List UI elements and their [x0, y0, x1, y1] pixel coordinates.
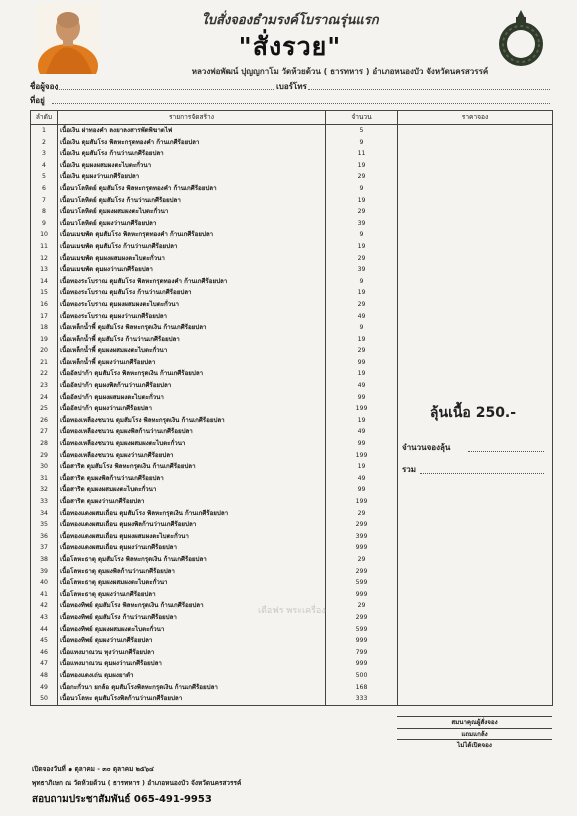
row-qty: 999 [326, 658, 398, 670]
row-qty: 19 [326, 160, 398, 172]
row-index: 41 [31, 589, 58, 601]
row-item: เนื้อแทงมาณวน ดุมผงว่านเกศีร้อยปลา [58, 658, 326, 670]
row-price-cell [398, 183, 553, 195]
row-index: 19 [31, 334, 58, 346]
row-qty: 9 [326, 322, 398, 334]
table-row [31, 345, 553, 357]
row-index: 15 [31, 287, 58, 299]
table-row [31, 589, 553, 601]
table-row [31, 357, 553, 369]
row-qty: 299 [326, 612, 398, 624]
table-row [31, 426, 553, 438]
row-price-cell [398, 600, 553, 612]
row-price-cell [398, 635, 553, 647]
row-item: เนื้ออัลปาก้า ดุมผงผสมผงตะไบตะกั่วนา [58, 392, 326, 404]
row-index: 35 [31, 519, 58, 531]
watermark: เดือฟร พระเครื่อง [258, 606, 326, 616]
row-item: เนื้อเงิน ดุมผงผสมผงตะไบตะกั่วนา [58, 160, 326, 172]
col-header-index: ลำดับ [31, 111, 58, 125]
row-qty: 19 [326, 461, 398, 473]
row-qty: 9 [326, 137, 398, 149]
row-item: เนื้อโลหะธาตุ ดุมผงว่านเกศีร้อยปลา [58, 589, 326, 601]
row-index: 20 [31, 345, 58, 357]
row-qty: 599 [326, 624, 398, 636]
row-qty: 49 [326, 426, 398, 438]
table-row [31, 229, 553, 241]
row-index: 36 [31, 531, 58, 543]
row-price-cell [398, 554, 553, 566]
table-row [31, 148, 553, 160]
row-item: เนื้อทองแดงผสมเถื่อน ดุมสัมโรง พิลหะกรุดเงิน ก้านเกศีร้อยปลา [58, 508, 326, 520]
row-qty: 39 [326, 264, 398, 276]
temple-subtitle: หลวงพ่อพัฒน์ ปุญญกาโม วัดห้วยด้วน ( ธารทหาร ) อำเภอหนองบัว จังหวัดนครสวรรค์ [191, 67, 489, 76]
row-qty: 299 [326, 519, 398, 531]
table-row [31, 195, 553, 207]
row-index: 49 [31, 682, 58, 694]
form-header [0, 0, 577, 105]
table-row [31, 171, 553, 183]
table-row [31, 682, 553, 694]
table-row [31, 624, 553, 636]
row-item: เนื้อเหล็กน้ำพี้ ดุมสัมโรง ก้านว่านเกศีร้อยปลา [58, 334, 326, 346]
row-qty: 9 [326, 183, 398, 195]
row-item: เนื้อนวโลหิตย์ ดุมสัมโรง พิลหะกรุดทองคำ ก้านเกศีร้อยปลา [58, 183, 326, 195]
table-row [31, 519, 553, 531]
table-row [31, 566, 553, 578]
row-price-cell [398, 368, 553, 380]
row-index: 18 [31, 322, 58, 334]
row-price-cell [398, 566, 553, 578]
row-price-cell [398, 253, 553, 265]
row-price-cell [398, 496, 553, 508]
phone-label: เบอร์โทร [276, 82, 307, 91]
row-price-cell [398, 264, 553, 276]
row-item: เนื้อเหล็กน้ำพี้ ดุมผงว่านเกศีร้อยปลา [58, 357, 326, 369]
row-price-cell [398, 357, 553, 369]
row-item: เนื้อนวโลหะ ดุมสัมโรงพิลก้านว่านเกศีร้อยปลา [58, 693, 326, 705]
form-title: ใบสั่งจองธำมรงค์โบราณรุ่นแรก [201, 13, 379, 28]
ring-emblem-icon [490, 8, 552, 70]
row-price-cell [398, 380, 553, 392]
row-qty: 29 [326, 206, 398, 218]
row-index: 14 [31, 276, 58, 288]
table-row [31, 670, 553, 682]
row-index: 42 [31, 600, 58, 612]
phone-field[interactable] [308, 89, 550, 90]
row-index: 3 [31, 148, 58, 160]
row-price-cell [398, 137, 553, 149]
row-index: 9 [31, 218, 58, 230]
row-item: เนื้อนเมฆพัด ดุมสัมโรง พิลหะกรุดทองคำ ก้านเกศีร้อยปลา [58, 229, 326, 241]
row-price-cell [398, 647, 553, 659]
row-qty: 5 [326, 125, 398, 137]
row-item: เนื้อทองแดงผสมเถื่อน ดุมผงผสมผงตะไบตะกั่วนา [58, 531, 326, 543]
monk-portrait [36, 4, 100, 74]
row-price-cell [398, 311, 553, 323]
row-price-cell [398, 612, 553, 624]
table-row [31, 334, 553, 346]
row-index: 1 [31, 125, 58, 137]
row-item: เนื้อสาริด ดุมผงพิลก้านว่านเกศีร้อยปลา [58, 473, 326, 485]
table-row [31, 554, 553, 566]
table-row [31, 531, 553, 543]
row-index: 22 [31, 368, 58, 380]
orderer-name-label: ชื่อผู้จอง [30, 82, 59, 91]
row-price-cell [398, 693, 553, 705]
row-item: เนื้อนเมฆพัด ดุมผงผสมผงตะไบตะกั่วนา [58, 253, 326, 265]
row-index: 33 [31, 496, 58, 508]
row-qty: 333 [326, 693, 398, 705]
table-row [31, 206, 553, 218]
row-price-cell [398, 426, 553, 438]
table-row [31, 311, 553, 323]
row-qty: 399 [326, 531, 398, 543]
table-row [31, 496, 553, 508]
row-qty: 19 [326, 287, 398, 299]
table-row [31, 542, 553, 554]
row-qty: 9 [326, 229, 398, 241]
row-price-cell [398, 670, 553, 682]
address-label: ที่อยู่ [30, 96, 45, 105]
table-row [31, 160, 553, 172]
table-row [31, 658, 553, 670]
row-item: เนื้อทองแดงเถ่น ดุมผงยาดำ [58, 670, 326, 682]
table-row [31, 183, 553, 195]
row-item: เนื้อนวโลหิตย์ ดุมผงว่านเกศีร้อยปลา [58, 218, 326, 230]
row-qty: 29 [326, 253, 398, 265]
row-qty: 299 [326, 566, 398, 578]
row-qty: 19 [326, 334, 398, 346]
note-cell-bonus: แถมแกล้ง [397, 728, 552, 740]
table-row [31, 264, 553, 276]
row-item: เนื้อกะกั่วนา ยกล้อ ดุมสัมโรงพิลหะกรุดเงิน ก้านเกศีร้อยปลา [58, 682, 326, 694]
row-price-cell [398, 160, 553, 172]
row-item: เนื้อทองเหลืองชนวน ดุมผงว่านเกศีร้อยปลา [58, 450, 326, 462]
row-index: 29 [31, 450, 58, 462]
address-field[interactable] [52, 103, 550, 104]
table-header-row [31, 111, 553, 125]
row-qty: 199 [326, 403, 398, 415]
col-header-item: รายการจัดสร้าง [58, 111, 326, 125]
row-item: เนื้อทองทิพย์ ดุมสัมโรง พิลหะกรุดเงิน ก้านเกศีร้อยปลา [58, 600, 326, 612]
row-qty: 19 [326, 241, 398, 253]
row-qty: 49 [326, 311, 398, 323]
row-item: เนื้อแทงมาณวน ทุงว่านเกศีร้อยปลา [58, 647, 326, 659]
row-qty: 49 [326, 473, 398, 485]
row-index: 32 [31, 484, 58, 496]
row-item: เนื้อทองเหลืองชนวน ดุมผงผสมผงตะไบตะกั่วนา [58, 438, 326, 450]
col-header-price: ราคาจอง [398, 111, 553, 125]
row-item: เนื้อสาริด ดุมผงผสมผงตะไบตะกั่วนา [58, 484, 326, 496]
row-item: เนื้ออัลปาก้า ดุมสัมโรง พิลหะกรุดเงิน ก้านเกศีร้อยปลา [58, 368, 326, 380]
row-price-cell [398, 322, 553, 334]
row-index: 37 [31, 542, 58, 554]
row-price-cell [398, 624, 553, 636]
row-index: 27 [31, 426, 58, 438]
row-item: เนื้อทองแดงผสมเถื่อน ดุมผงว่านเกศีร้อยปลา [58, 542, 326, 554]
row-qty: 199 [326, 450, 398, 462]
row-qty: 168 [326, 682, 398, 694]
row-item: เนื้อทองระโบราณ ดุมผงว่านเกศีร้อยปลา [58, 311, 326, 323]
row-qty: 99 [326, 438, 398, 450]
row-index: 5 [31, 171, 58, 183]
row-item: เนื้อทองระโบราณ ดุมผงผสมผงตะไบตะกั่วนา [58, 299, 326, 311]
row-qty: 199 [326, 496, 398, 508]
row-item: เนื้อนวโลหิตย์ ดุมผงผสมผงตะไบตะกั่วนา [58, 206, 326, 218]
row-index: 25 [31, 403, 58, 415]
row-price-cell [398, 589, 553, 601]
row-qty: 29 [326, 171, 398, 183]
row-qty: 99 [326, 357, 398, 369]
row-index: 8 [31, 206, 58, 218]
row-index: 23 [31, 380, 58, 392]
row-qty: 799 [326, 647, 398, 659]
row-qty: 11 [326, 148, 398, 160]
row-item: เนื้อโลหะธาตุ ดุมผงผสมผงตะไบตะกั่วนา [58, 577, 326, 589]
row-item: เนื้อทองทิพย์ ดุมผงว่านเกศีร้อยปลา [58, 635, 326, 647]
table-row [31, 577, 553, 589]
row-item: เนื้อเงิน ฝาทองคำ ลงยาลงสารพัดพิฆาตไฟ [58, 125, 326, 137]
row-qty: 999 [326, 589, 398, 601]
row-qty: 29 [326, 600, 398, 612]
row-price-cell [398, 241, 553, 253]
row-price-cell [398, 484, 553, 496]
count-row [402, 441, 547, 454]
table-row [31, 368, 553, 380]
row-price-cell [398, 508, 553, 520]
row-index: 34 [31, 508, 58, 520]
count-label: จำนวนจองลุ้น [402, 443, 451, 452]
orderer-name-field[interactable] [56, 89, 274, 90]
row-qty: 999 [326, 542, 398, 554]
row-qty: 500 [326, 670, 398, 682]
table-row [31, 253, 553, 265]
table-row [31, 693, 553, 705]
row-price-cell [398, 519, 553, 531]
row-index: 46 [31, 647, 58, 659]
row-index: 7 [31, 195, 58, 207]
row-price-cell [398, 148, 553, 160]
row-item: เนื้อนวโลหิตย์ ดุมสัมโรง ก้านว่านเกศีร้อยปลา [58, 195, 326, 207]
row-price-cell [398, 195, 553, 207]
table-row [31, 287, 553, 299]
row-price-cell [398, 276, 553, 288]
col-header-qty: จำนวน [326, 111, 398, 125]
note-cell-not-open: ไม่ได้เปิดจอง [397, 739, 552, 751]
row-qty: 29 [326, 508, 398, 520]
row-index: 48 [31, 670, 58, 682]
row-item: เนื้อเงิน ดุมสัมโรง พิลหะกรุดทองคำ ก้านเกศีร้อยปลา [58, 137, 326, 149]
row-index: 6 [31, 183, 58, 195]
row-index: 2 [31, 137, 58, 149]
ring-emblem [490, 8, 552, 70]
row-index: 28 [31, 438, 58, 450]
row-price-cell [398, 287, 553, 299]
row-price-cell [398, 171, 553, 183]
table-row [31, 635, 553, 647]
row-price-cell [398, 658, 553, 670]
row-item: เนื้อทองทิพย์ ดุมสัมโรง ก้านว่านเกศีร้อยปลา [58, 612, 326, 624]
row-item: เนื้ออัลปาก้า ดุมผงว่านเกศีร้อยปลา [58, 403, 326, 415]
row-qty: 99 [326, 484, 398, 496]
row-price-cell [398, 218, 553, 230]
orderer-name-row [30, 80, 550, 92]
row-item: เนื้อนเมฆพัด ดุมสัมโรง ก้านว่านเกศีร้อยปลา [58, 241, 326, 253]
row-item: เนื้อทองเหลืองชนวน ดุมสัมโรง พิลหะกรุดเงิน ก้านเกศีร้อยปลา [58, 415, 326, 427]
row-price-cell [398, 345, 553, 357]
row-index: 26 [31, 415, 58, 427]
note-cell-gift: สมนาคุณผู้สั่งจอง [397, 716, 552, 728]
row-index: 40 [31, 577, 58, 589]
row-index: 45 [31, 635, 58, 647]
row-item: เนื้อสาริด ดุมสัมโรง พิลหะกรุดเงิน ก้านเกศีร้อยปลา [58, 461, 326, 473]
row-qty: 29 [326, 345, 398, 357]
row-index: 10 [31, 229, 58, 241]
address-row [30, 94, 550, 106]
row-qty: 29 [326, 554, 398, 566]
row-price-cell [398, 206, 553, 218]
table-row [31, 508, 553, 520]
row-item: เนื้อเหล็กน้ำพี้ ดุมสัมโรง พิลหะกรุดเงิน ก้านเกศีร้อยปลา [58, 322, 326, 334]
row-item: เนื้อทองระโบราณ ดุมสัมโรง ก้านว่านเกศีร้อยปลา [58, 287, 326, 299]
row-qty: 19 [326, 368, 398, 380]
table-row [31, 380, 553, 392]
table-row [31, 241, 553, 253]
total-label: รวม [402, 465, 417, 474]
total-field[interactable] [420, 473, 544, 474]
row-item: เนื้อทองระโบราณ ดุมสัมโรง พิลหะกรุดทองคำ ก้านเกศีร้อยปลา [58, 276, 326, 288]
row-qty: 99 [326, 392, 398, 404]
table-row [31, 299, 553, 311]
row-price-cell [398, 334, 553, 346]
row-qty: 19 [326, 415, 398, 427]
row-item: เนื้อนเมฆพัด ดุมผงว่านเกศีร้อยปลา [58, 264, 326, 276]
row-item: เนื้อสาริด ดุมผงว่านเกศีร้อยปลา [58, 496, 326, 508]
row-item: เนื้ออัลปาก้า ดุมผงพิลก้านว่านเกศีร้อยปลา [58, 380, 326, 392]
row-index: 4 [31, 160, 58, 172]
row-index: 21 [31, 357, 58, 369]
table-row [31, 125, 553, 137]
row-price-cell [398, 299, 553, 311]
row-index: 13 [31, 264, 58, 276]
row-item: เนื้อทองทิพย์ ดุมผงผสมผงตะไบตะกั่วนา [58, 624, 326, 636]
table-row [31, 137, 553, 149]
row-item: เนื้อเหล็กน้ำพี้ ดุมผงผสมผงตะไบตะกั่วนา [58, 345, 326, 357]
row-price-cell [398, 125, 553, 137]
table-row [31, 218, 553, 230]
price-per-piece: ลุ้นเนื้อ 250.- [429, 405, 517, 421]
row-price-cell [398, 531, 553, 543]
row-index: 39 [31, 566, 58, 578]
row-index: 30 [31, 461, 58, 473]
row-index: 38 [31, 554, 58, 566]
count-field[interactable] [468, 451, 544, 452]
table-row [31, 276, 553, 288]
row-qty: 19 [326, 195, 398, 207]
row-qty: 49 [326, 380, 398, 392]
row-qty: 999 [326, 635, 398, 647]
row-index: 11 [31, 241, 58, 253]
row-qty: 9 [326, 276, 398, 288]
row-item: เนื้อเงิน ดุมสัมโรง ก้านว่านเกศีร้อยปลา [58, 148, 326, 160]
row-index: 47 [31, 658, 58, 670]
row-qty: 29 [326, 299, 398, 311]
amulet-name-title: "สั่งรวย" [238, 32, 342, 61]
row-index: 12 [31, 253, 58, 265]
row-index: 44 [31, 624, 58, 636]
row-index: 50 [31, 693, 58, 705]
row-index: 17 [31, 311, 58, 323]
row-index: 16 [31, 299, 58, 311]
table-row [31, 647, 553, 659]
row-index: 43 [31, 612, 58, 624]
contact-phone: สอบถามประชาสัมพันธ์ 065-491-9953 [32, 794, 212, 805]
row-item: เนื้อโลหะธาตุ ดุมสัมโรง พิลหะกรุดเงิน ก้านเกศีร้อยปลา [58, 554, 326, 566]
consecration-location: พุทธาภิเษก ณ วัดห้วยด้วน ( ธารทหาร ) อำเภอหนองบัว จังหวัดนครสวรรค์ [32, 779, 242, 787]
booking-period: เปิดจองวันที่ ๑ ตุลาคม - ๓๐ ตุลาคม ๒๕๖๔ [32, 765, 154, 773]
monk-portrait-icon [36, 4, 100, 74]
row-index: 24 [31, 392, 58, 404]
table-row [31, 322, 553, 334]
row-price-cell [398, 577, 553, 589]
total-row [402, 463, 547, 476]
row-item: เนื้อทองแดงผสมเถื่อน ดุมผงพิลก้านว่านเกศีร้อยปลา [58, 519, 326, 531]
row-qty: 599 [326, 577, 398, 589]
row-qty: 39 [326, 218, 398, 230]
row-item: เนื้อทองเหลืองชนวน ดุมผงพิลก้านว่านเกศีร้อยปลา [58, 426, 326, 438]
row-price-cell [398, 229, 553, 241]
row-item: เนื้อเงิน ดุมผงว่านเกศีร้อยปลา [58, 171, 326, 183]
row-index: 31 [31, 473, 58, 485]
row-price-cell [398, 682, 553, 694]
row-item: เนื้อโลหะธาตุ ดุมผงพิลก้านว่านเกศีร้อยปลา [58, 566, 326, 578]
table-row [31, 484, 553, 496]
row-price-cell [398, 542, 553, 554]
